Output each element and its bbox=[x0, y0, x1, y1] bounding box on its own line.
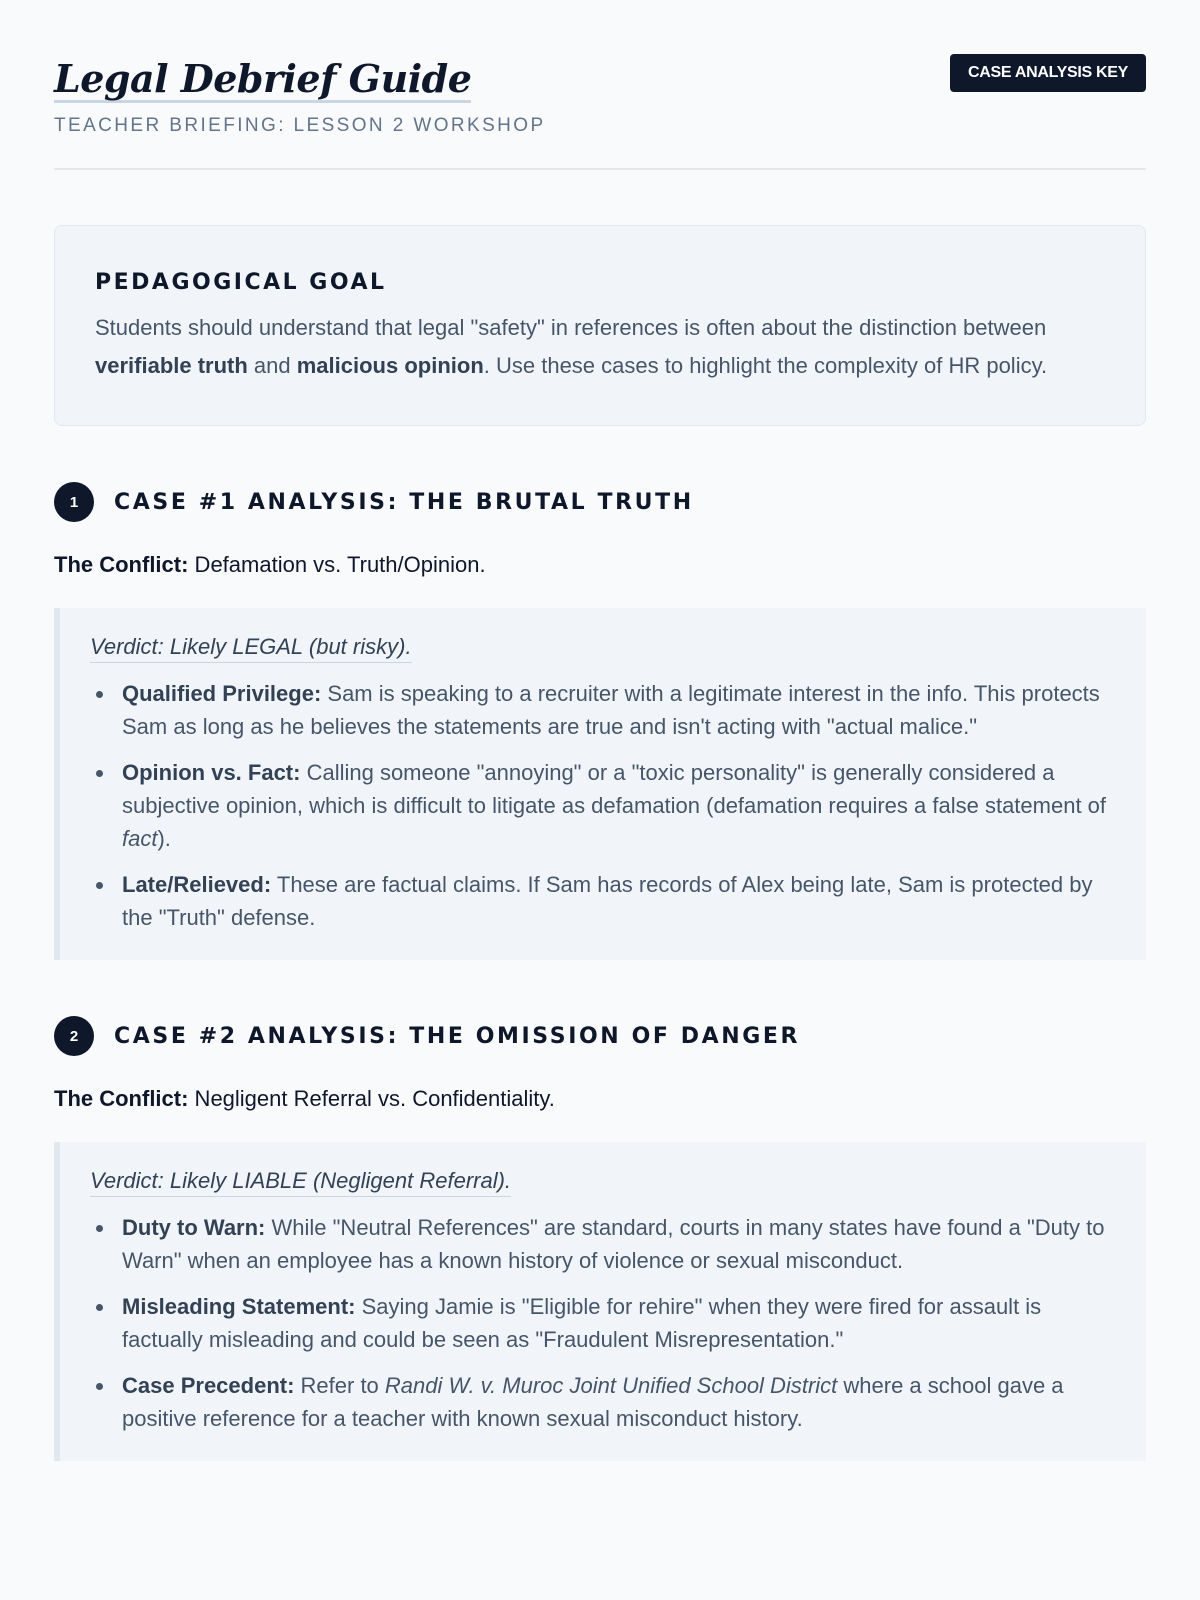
goal-text-part: and bbox=[247, 353, 297, 378]
pedagogical-goal-box bbox=[54, 225, 1146, 426]
case-header bbox=[54, 1016, 1146, 1056]
analysis-list bbox=[90, 677, 1116, 934]
case-header bbox=[54, 482, 1146, 522]
list-item bbox=[90, 868, 1116, 934]
conflict-text: Negligent Referral vs. Confidentiality. bbox=[188, 1086, 555, 1111]
case-number-badge: 1 bbox=[54, 482, 94, 522]
verdict-text: Verdict: Likely LIABLE (Negligent Referral). bbox=[90, 1168, 511, 1197]
point-label: Case Precedent: bbox=[122, 1373, 295, 1398]
case-section-1 bbox=[54, 482, 1146, 960]
list-item bbox=[90, 1211, 1116, 1277]
goal-text bbox=[95, 309, 1105, 385]
page-title: Legal Debrief Guide bbox=[54, 56, 472, 101]
point-text: These are factual claims. If Sam has records of Alex being late, Sam is protected by the "Truth" defense. bbox=[122, 872, 1093, 930]
list-item bbox=[90, 756, 1116, 855]
point-italic: fact bbox=[122, 826, 158, 851]
list-item bbox=[90, 677, 1116, 743]
point-label: Opinion vs. Fact: bbox=[122, 760, 301, 785]
point-text: While "Neutral References" are standard, courts in many states have found a "Duty to Warn" when an employee has a known history of violence or sexual misconduct. bbox=[122, 1215, 1105, 1273]
list-item bbox=[90, 1290, 1116, 1356]
case-title: CASE #1 ANALYSIS: THE BRUTAL TRUTH bbox=[114, 489, 694, 515]
list-item bbox=[90, 1369, 1116, 1435]
conflict-label: The Conflict: bbox=[54, 552, 189, 577]
case-number-badge: 2 bbox=[54, 1016, 94, 1056]
point-text: Saying Jamie is "Eligible for rehire" when they were fired for assault is factually misleading and could be seen as "Fraudulent Misrepresentation." bbox=[122, 1294, 1042, 1352]
case-section-2 bbox=[54, 1016, 1146, 1461]
point-text: Refer to bbox=[294, 1373, 385, 1398]
case-title: CASE #2 ANALYSIS: THE OMISSION OF DANGER bbox=[114, 1023, 801, 1049]
case-citation: Randi W. v. Muroc Joint Unified School District bbox=[384, 1373, 838, 1398]
verdict-box bbox=[54, 1142, 1146, 1461]
conflict-text: Defamation vs. Truth/Opinion. bbox=[188, 552, 486, 577]
verdict-text: Verdict: Likely LEGAL (but risky). bbox=[90, 634, 412, 663]
case-conflict bbox=[54, 552, 1146, 578]
page-subtitle: TEACHER BRIEFING: LESSON 2 WORKSHOP bbox=[54, 115, 546, 136]
goal-emphasis-truth: verifiable truth bbox=[95, 353, 248, 378]
goal-heading: PEDAGOGICAL GOAL bbox=[95, 270, 387, 295]
point-label: Qualified Privilege: bbox=[122, 681, 322, 706]
case-conflict bbox=[54, 1086, 1146, 1112]
goal-emphasis-opinion: malicious opinion bbox=[296, 353, 484, 378]
point-tail: ). bbox=[157, 826, 171, 851]
point-label: Late/Relieved: bbox=[122, 872, 272, 897]
point-tail: where a school gave a positive reference for a teacher with known sexual misconduct history. bbox=[122, 1373, 1064, 1431]
analysis-list bbox=[90, 1211, 1116, 1435]
header bbox=[54, 0, 1146, 170]
point-label: Duty to Warn: bbox=[122, 1215, 266, 1240]
verdict-box bbox=[54, 608, 1146, 960]
goal-text-part: Students should understand that legal "safety" in references is often about the distinction between bbox=[95, 315, 1047, 340]
point-label: Misleading Statement: bbox=[122, 1294, 356, 1319]
case-analysis-key-badge: CASE ANALYSIS KEY bbox=[950, 54, 1146, 92]
point-text: Calling someone "annoying" or a "toxic personality" is generally considered a subjective opinion, which is difficult to litigate as defamation (defamation requires a false statement of bbox=[122, 760, 1107, 818]
conflict-label: The Conflict: bbox=[54, 1086, 189, 1111]
goal-text-part: . Use these cases to highlight the complexity of HR policy. bbox=[483, 353, 1048, 378]
point-text: Sam is speaking to a recruiter with a legitimate interest in the info. This protects Sam as long as he believes the statements are true and isn't acting with "actual malice." bbox=[122, 681, 1100, 739]
